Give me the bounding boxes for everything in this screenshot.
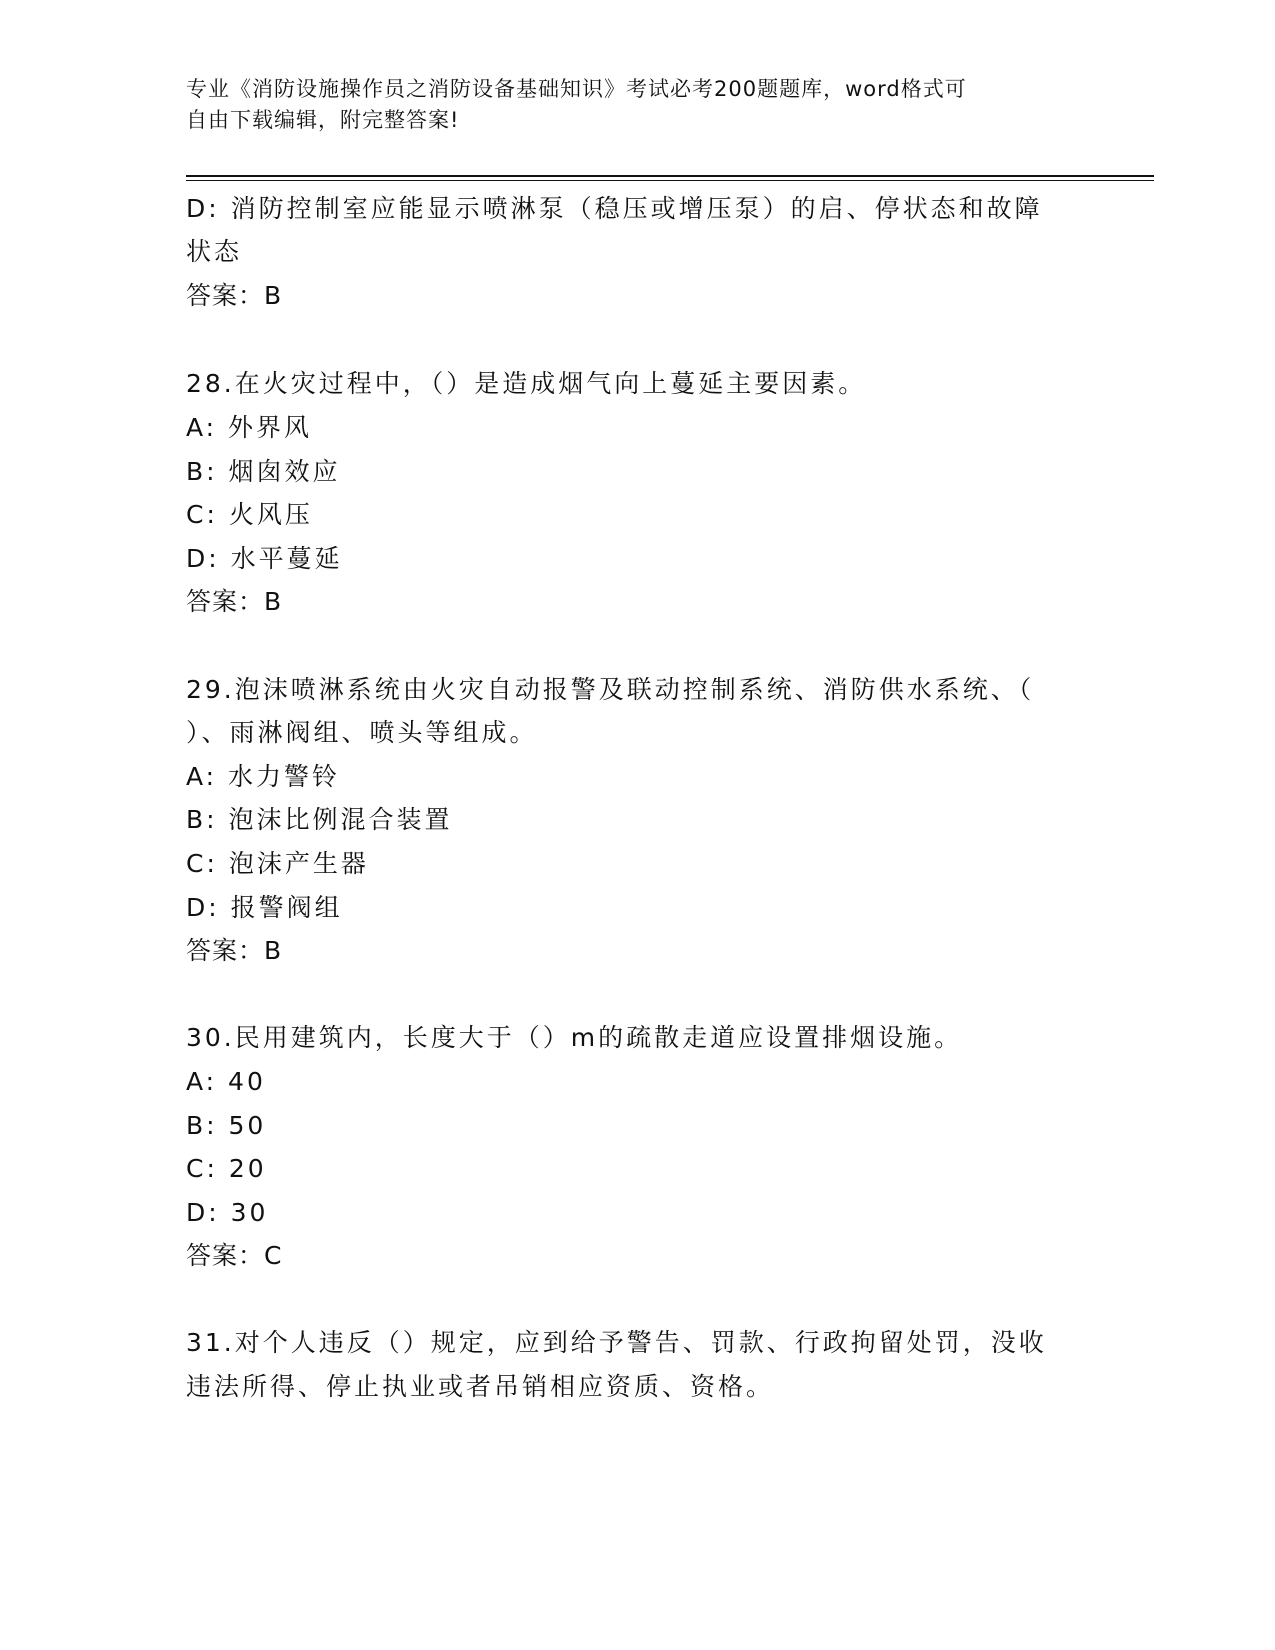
header-divider-thick	[186, 175, 1154, 177]
q30-stem: 30.民用建筑内，长度大于（）m的疏散走道应设置排烟设施。	[186, 1023, 963, 1052]
header-divider-thin	[186, 180, 1154, 181]
prev-option-d-line-2: 状态	[186, 237, 243, 266]
prev-answer: 答案：B	[186, 281, 283, 310]
q30-answer: 答案：C	[186, 1241, 283, 1270]
q30-option-d: D: 30	[186, 1198, 269, 1227]
q28-option-d: D: 水平蔓延	[186, 544, 343, 573]
q28-answer: 答案：B	[186, 587, 283, 616]
q29-answer: 答案：B	[186, 936, 283, 965]
q29-option-b: B: 泡沫比例混合装置	[186, 805, 453, 834]
q30-option-a: A: 40	[186, 1067, 266, 1096]
q31-stem-line-2: 违法所得、停止执业或者吊销相应资质、资格。	[186, 1372, 775, 1401]
header-line-2: 自由下载编辑，附完整答案!	[186, 108, 460, 132]
q31-stem-line-1: 31.对个人违反（）规定，应到给予警告、罚款、行政拘留处罚，没收	[186, 1328, 1047, 1357]
q30-option-b: B: 50	[186, 1111, 267, 1140]
q29-option-c: C: 泡沫产生器	[186, 849, 369, 878]
q28-option-c: C: 火风压	[186, 500, 313, 529]
q28-stem: 28.在火灾过程中，（）是造成烟气向上蔓延主要因素。	[186, 369, 867, 398]
q29-option-a: A: 水力警铃	[186, 762, 341, 791]
header-line-1: 专业《消防设施操作员之消防设备基础知识》考试必考200题题库，word格式可	[186, 77, 967, 101]
q29-stem-line-2: ）、雨淋阀组、喷头等组成。	[186, 718, 538, 747]
q30-option-c: C: 20	[186, 1154, 267, 1183]
q29-stem-line-1: 29.泡沫喷淋系统由火灾自动报警及联动控制系统、消防供水系统、（	[186, 675, 1035, 704]
prev-option-d-line-1: D: 消防控制室应能显示喷淋泵（稳压或增压泵）的启、停状态和故障	[186, 194, 1043, 223]
q28-option-a: A: 外界风	[186, 413, 313, 442]
q28-option-b: B: 烟囱效应	[186, 457, 341, 486]
document-header	[186, 74, 1086, 136]
q29-option-d: D: 报警阀组	[186, 893, 343, 922]
